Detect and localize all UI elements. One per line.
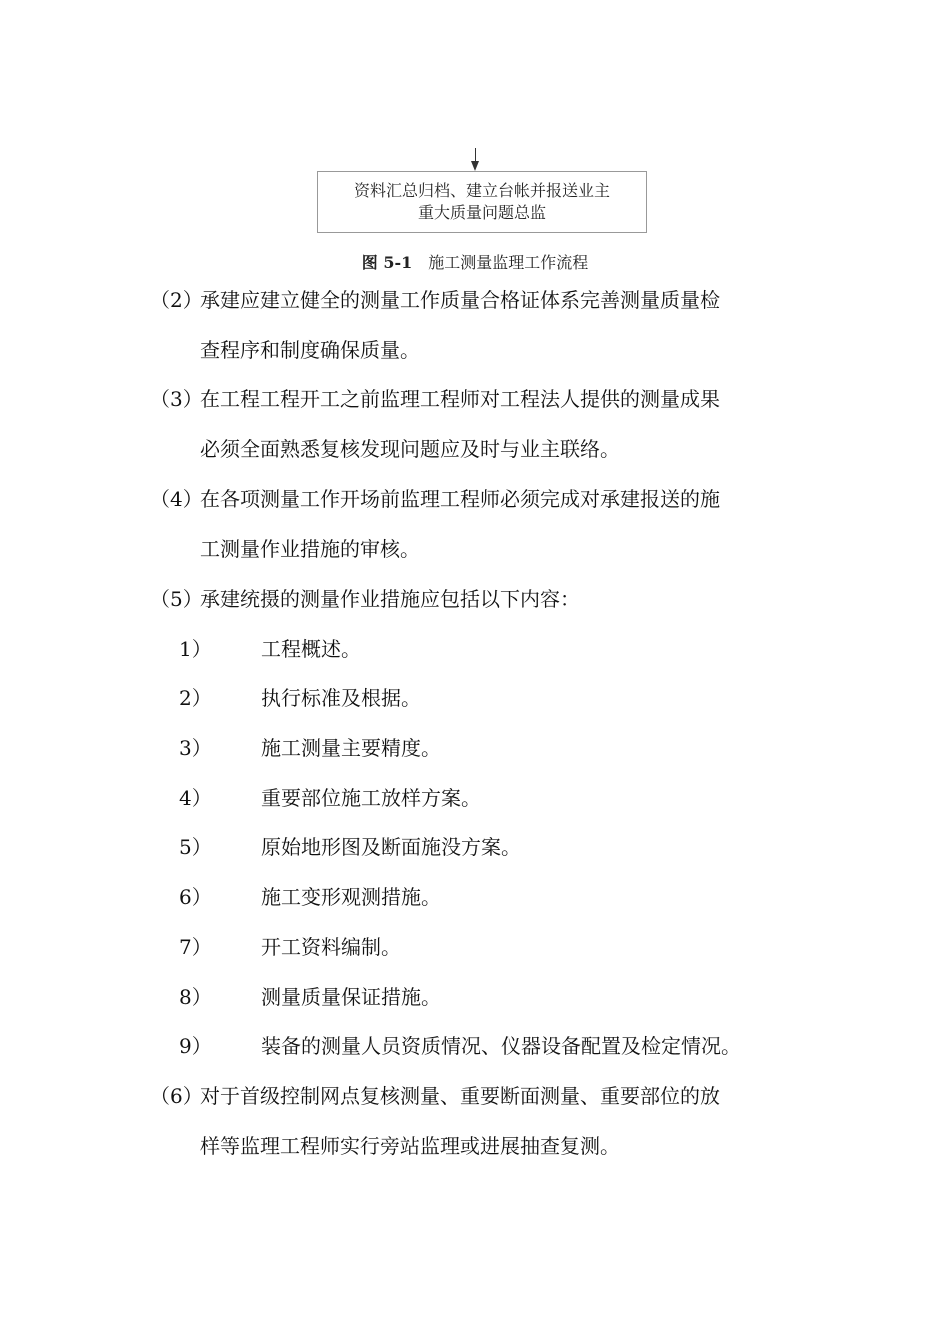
list-item-text: 施工变形观测措施。 bbox=[261, 885, 441, 909]
paragraph-line: 工测量作业措施的审核。 bbox=[200, 537, 420, 561]
list-item-text: 原始地形图及断面施没方案。 bbox=[261, 835, 521, 859]
list-item-number: 7） bbox=[179, 935, 212, 959]
figure-number: 图 5-1 bbox=[361, 253, 413, 272]
paragraph-line: 在工程工程开工之前监理工程师对工程法人提供的测量成果 bbox=[200, 387, 720, 411]
list-item-number: 1） bbox=[179, 637, 212, 661]
list-item-text: 执行标准及根据。 bbox=[261, 686, 421, 710]
figure-caption bbox=[0, 250, 950, 273]
list-item-number: 5） bbox=[179, 835, 212, 859]
flow-arrow-line bbox=[475, 148, 476, 162]
paragraph-line: 查程序和制度确保质量。 bbox=[200, 338, 420, 362]
paragraph-line: 对于首级控制网点复核测量、重要断面测量、重要部位的放 bbox=[200, 1084, 720, 1108]
list-item-text: 施工测量主要精度。 bbox=[261, 736, 441, 760]
paragraph-number: （4） bbox=[150, 487, 203, 511]
paragraph-number: （2） bbox=[150, 288, 203, 312]
figure-title: 施工测量监理工作流程 bbox=[428, 253, 589, 272]
flow-arrow-head bbox=[471, 161, 479, 171]
list-item-text: 测量质量保证措施。 bbox=[261, 985, 441, 1009]
list-item-number: 9） bbox=[179, 1034, 212, 1058]
paragraph-number: （6） bbox=[150, 1084, 203, 1108]
paragraph-line: 承建应建立健全的测量工作质量合格证体系完善测量质量检 bbox=[200, 288, 720, 312]
paragraph-number: （5） bbox=[150, 587, 203, 611]
list-item-number: 4） bbox=[179, 786, 212, 810]
paragraph-line: 必须全面熟悉复核发现问题应及时与业主联络。 bbox=[200, 437, 620, 461]
paragraph-line: 在各项测量工作开场前监理工程师必须完成对承建报送的施 bbox=[200, 487, 720, 511]
list-item-number: 3） bbox=[179, 736, 212, 760]
paragraph-line: 承建统摄的测量作业措施应包括以下内容： bbox=[200, 587, 580, 611]
list-item-text: 开工资料编制。 bbox=[261, 935, 401, 959]
list-item-text: 工程概述。 bbox=[261, 637, 361, 661]
paragraph-line: 样等监理工程师实行旁站监理或进展抽查复测。 bbox=[200, 1134, 620, 1158]
flowchart-box-line2: 重大质量问题总监 bbox=[417, 203, 546, 222]
paragraph-number: （3） bbox=[150, 387, 203, 411]
list-item-number: 2） bbox=[179, 686, 212, 710]
flowchart-box bbox=[317, 171, 647, 233]
flowchart-box-line1: 资料汇总归档、建立台帐并报送业主 bbox=[353, 181, 610, 200]
list-item-number: 6） bbox=[179, 885, 212, 909]
list-item-text: 重要部位施工放样方案。 bbox=[261, 786, 481, 810]
list-item-number: 8） bbox=[179, 985, 212, 1009]
list-item-text: 装备的测量人员资质情况、仪器设备配置及检定情况。 bbox=[261, 1034, 741, 1058]
